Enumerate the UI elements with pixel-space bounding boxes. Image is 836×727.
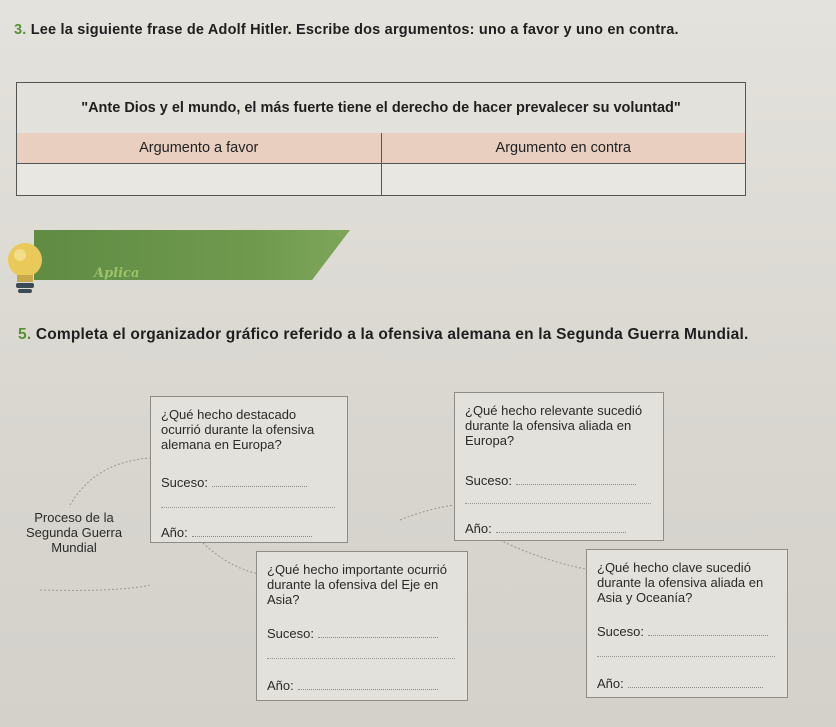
box2-extra-line[interactable] [465, 503, 651, 504]
organizer-box-axis-offensive-asia [256, 551, 468, 701]
box4-anio-label: Año: [597, 676, 624, 691]
box2-anio-blank[interactable] [496, 532, 626, 533]
box2-suceso [465, 473, 636, 488]
hitler-quote: "Ante Dios y el mundo, el más fuerte tiene el derecho de hacer prevalecer su voluntad" [17, 83, 745, 134]
box1-suceso [161, 475, 307, 490]
box2-suceso-label: Suceso: [465, 473, 512, 488]
box2-suceso-blank[interactable] [516, 484, 636, 485]
box4-anio-blank[interactable] [628, 687, 763, 688]
question-5-number: 5. [18, 326, 32, 343]
box4-anio [597, 676, 763, 691]
box2-anio-label: Año: [465, 521, 492, 536]
box1-suceso-label: Suceso: [161, 475, 208, 490]
box1-question: ¿Qué hecho destacado ocurrió durante la ofensiva alemana en Europa? [161, 407, 315, 452]
box4-question: ¿Qué hecho clave sucedió durante la ofensiva aliada en Asia y Oceanía? [597, 560, 764, 605]
box3-suceso [267, 626, 438, 641]
box2-question: ¿Qué hecho relevante sucedió durante la ofensiva aliada en Europa? [465, 403, 643, 448]
question-3-number: 3. [14, 22, 27, 38]
box1-suceso-blank[interactable] [212, 486, 307, 487]
box4-suceso-label: Suceso: [597, 624, 644, 639]
question-5-text: Completa el organizador gráfico referido a la ofensiva alemana en la Segunda Guerra Mundial. [35, 326, 749, 343]
box2-anio [465, 521, 626, 536]
box4-suceso-blank[interactable] [648, 635, 768, 636]
box3-anio [267, 678, 438, 693]
box3-anio-blank[interactable] [298, 689, 438, 690]
box4-suceso [597, 624, 768, 639]
box3-suceso-blank[interactable] [318, 637, 438, 638]
organizer-box-german-offensive-europe [150, 396, 348, 543]
box1-anio-blank[interactable] [192, 536, 312, 537]
box1-anio [161, 525, 312, 540]
section-banner-label: Aplica [94, 266, 140, 281]
column-argument-contra: Argumento en contra [381, 133, 746, 163]
box1-extra-line[interactable] [161, 507, 335, 508]
box4-extra-line[interactable] [597, 656, 775, 657]
box3-suceso-label: Suceso: [267, 626, 314, 641]
organizer-box-allied-offensive-europe [454, 392, 664, 541]
organizer-root: Proceso de la Segunda Guerra Mundial [25, 510, 123, 555]
question-3-text: Lee la siguiente frase de Adolf Hitler. Escribe dos argumentos: uno a favor y uno en contra. [30, 22, 679, 38]
box3-question: ¿Qué hecho importante ocurrió durante la ofensiva del Eje en Asia? [267, 562, 447, 607]
organizer-box-allied-offensive-asia-oceania [586, 549, 788, 698]
box3-extra-line[interactable] [267, 658, 455, 659]
box1-anio-label: Año: [161, 525, 188, 540]
column-argument-favor: Argumento a favor [139, 140, 259, 156]
box3-anio-label: Año: [267, 678, 294, 693]
